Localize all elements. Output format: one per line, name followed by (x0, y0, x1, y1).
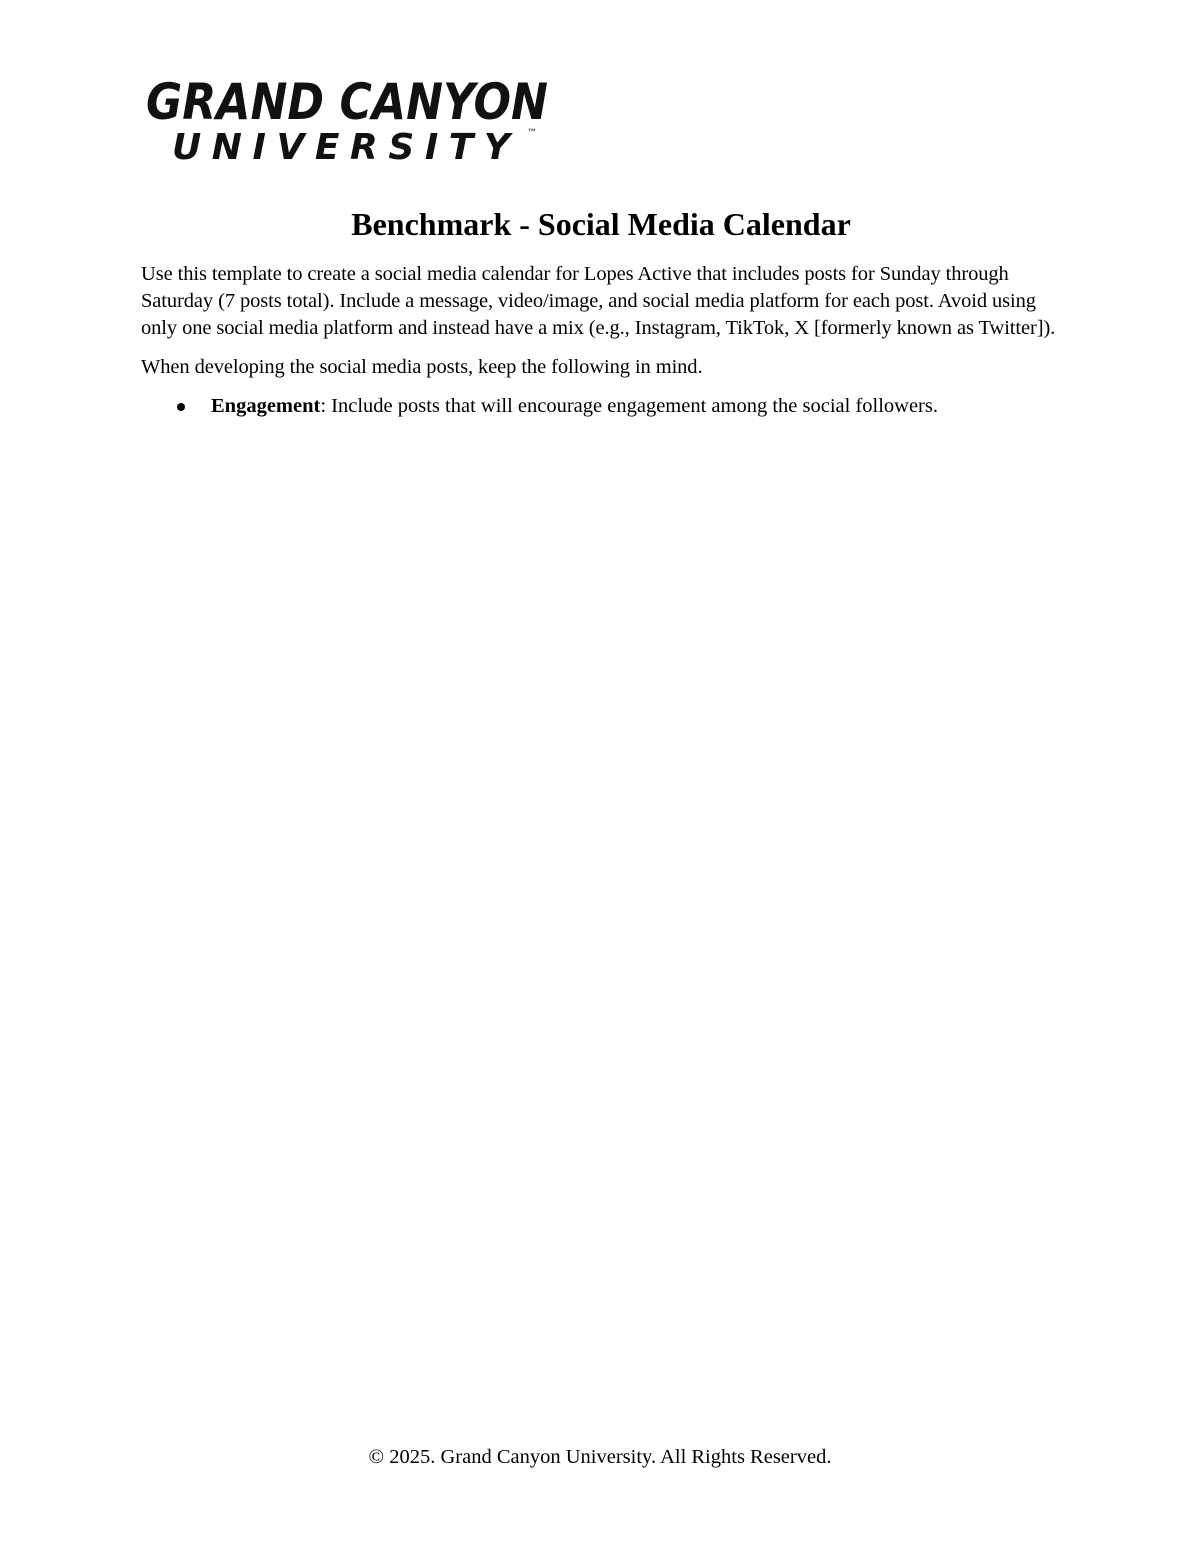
copyright-footer: © 2025. Grand Canyon University. All Rights Reserved. (368, 1446, 832, 1468)
logo-trademark: ™ (527, 128, 537, 139)
document-body (141, 200, 1061, 420)
list-item (141, 393, 1061, 420)
university-logo (144, 72, 554, 168)
document-title: Benchmark - Social Media Calendar (351, 206, 851, 242)
guidance-list (141, 393, 1061, 420)
guidance-paragraph: When developing the social media posts, keep the following in mind. (141, 356, 703, 378)
logo-line1: GRAND CANYON (146, 73, 548, 131)
bullet-term: Engagement (211, 395, 321, 417)
logo-line2: UNIVERSITY (172, 127, 520, 168)
bullet-icon (177, 403, 185, 411)
intro-paragraph: Use this template to create a social media calendar for Lopes Active that includes posts for Sunday through Saturday (7 posts total). Include a message, video/image, and social media platform for each post. Avoid using only one social media platform and instead have a mix (e.g., Instagram, TikTok, X [formerly known as Twitter]). (141, 263, 1056, 339)
bullet-text: : Include posts that will encourage engagement among the social followers. (320, 395, 938, 417)
